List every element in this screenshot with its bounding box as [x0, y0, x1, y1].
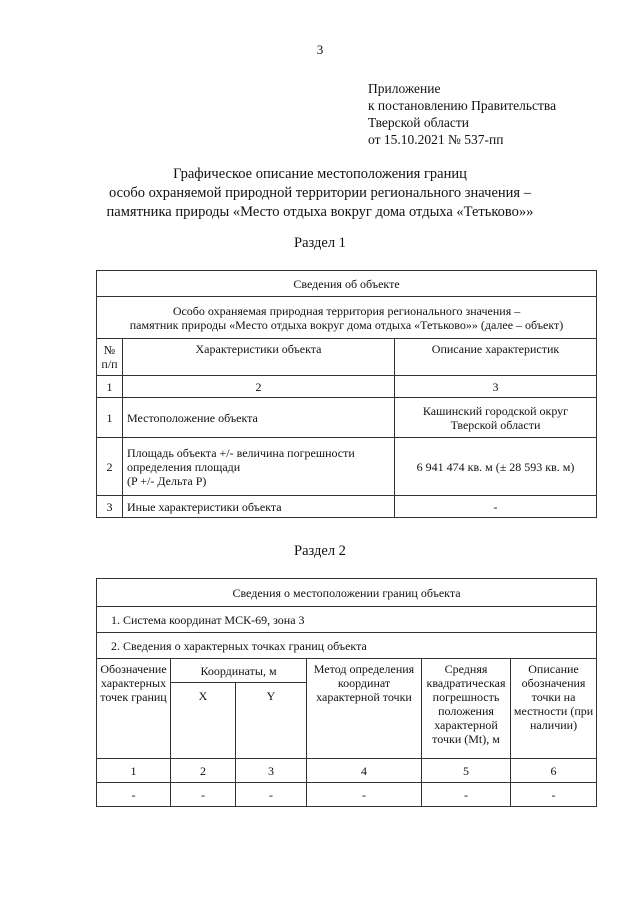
header-y: Y	[236, 683, 307, 759]
title-line: особо охраняемой природной территории регионального значения –	[109, 185, 531, 201]
header-designation: Обозначение характерных точек границ	[97, 659, 171, 759]
table-row	[97, 438, 597, 496]
approval-line: к постановлению Правительства	[368, 98, 557, 113]
table-title: Сведения о местоположении границ объекта	[97, 579, 597, 607]
row-num: 2	[97, 438, 123, 496]
col-number: 1	[97, 759, 171, 783]
row-name	[123, 438, 395, 496]
object-info-table	[96, 270, 597, 518]
row-value: 6 941 474 кв. м (± 28 593 кв. м)	[395, 438, 597, 496]
header-characteristics: Характеристики объекта	[123, 339, 395, 376]
cell-empty: -	[511, 783, 597, 807]
cell-empty: -	[422, 783, 511, 807]
row-num: 1	[97, 398, 123, 438]
approval-line: от 15.10.2021 № 537-пп	[368, 132, 504, 147]
header-error: Средняя квадратическая погрешность положения характерной точки (Mt), м	[422, 659, 511, 759]
row-name-line: Площадь объекта +/- величина погрешности	[127, 445, 355, 460]
object-name-line: Особо охраняемая природная территория регионального значения –	[172, 303, 521, 318]
col-number: 2	[123, 376, 395, 398]
cell-empty: -	[307, 783, 422, 807]
approval-line: Приложение	[368, 81, 441, 96]
title-line: памятника природы «Место отдыха вокруг дома отдыха «Тетьково»»	[106, 204, 534, 220]
object-name-line: памятник природы «Место отдыха вокруг дома отдыха «Тетьково»» (далее – объект)	[129, 317, 564, 332]
section-1-heading: Раздел 1	[294, 235, 346, 251]
header-x: X	[171, 683, 236, 759]
approval-line: Тверской области	[368, 115, 469, 130]
boundary-points-table	[96, 578, 597, 807]
col-number: 5	[422, 759, 511, 783]
row-value: -	[395, 496, 597, 518]
col-number: 3	[395, 376, 597, 398]
cell-empty: -	[171, 783, 236, 807]
col-number: 6	[511, 759, 597, 783]
coordinate-system: 1. Система координат МСК-69, зона 3	[97, 607, 597, 633]
col-number: 3	[236, 759, 307, 783]
row-name: Иные характеристики объекта	[123, 496, 395, 518]
cell-empty: -	[97, 783, 171, 807]
row-name: Местоположение объекта	[123, 398, 395, 438]
row-name-line: (P +/- Дельта P)	[127, 473, 207, 488]
cell-empty: -	[236, 783, 307, 807]
header-point-description: Описание обозначения точки на местности (при наличии)	[511, 659, 597, 759]
col-number: 2	[171, 759, 236, 783]
table-row	[97, 496, 597, 518]
page-number: 3	[316, 42, 324, 57]
object-name	[97, 297, 597, 339]
section-2-heading: Раздел 2	[294, 543, 346, 559]
table-row	[97, 398, 597, 438]
header-coordinates: Координаты, м	[171, 659, 307, 683]
col-number: 1	[97, 376, 123, 398]
col-number: 4	[307, 759, 422, 783]
header-method: Метод определения координат характерной точки	[307, 659, 422, 759]
points-info-heading: 2. Сведения о характерных точках границ объекта	[97, 633, 597, 659]
approval-block	[368, 80, 556, 148]
title-line: Графическое описание местоположения границ	[173, 166, 467, 182]
header-description: Описание характеристик	[395, 339, 597, 376]
row-name-line: определения площади	[127, 459, 241, 474]
table-row	[97, 783, 597, 807]
row-num: 3	[97, 496, 123, 518]
header-num: № п/п	[97, 339, 123, 376]
row-value: Кашинский городской округ Тверской области	[395, 398, 597, 438]
table-title: Сведения об объекте	[97, 271, 597, 297]
document-title	[0, 165, 640, 222]
